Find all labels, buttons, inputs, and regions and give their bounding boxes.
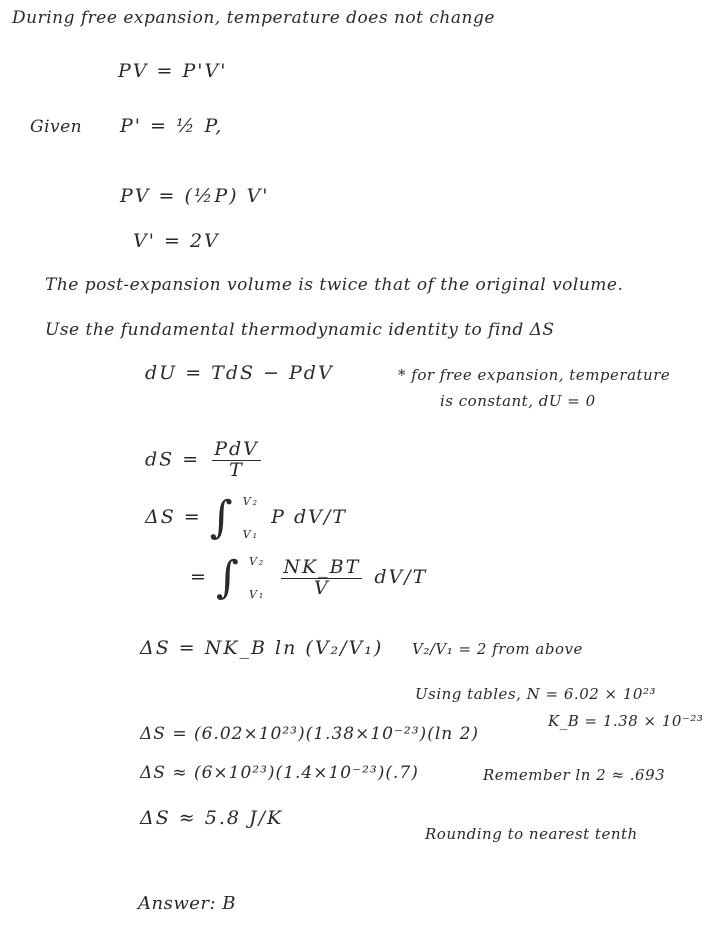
intro-line: During free expansion, temperature does not change [12,8,495,28]
integral-upper: V₂ [242,495,260,508]
integral2-fraction [281,555,362,599]
entropy-integral [145,492,347,543]
free-expansion-note-1: * for free expansion, temperature [398,366,671,384]
given-label: Given [30,117,83,137]
tables-boltzmann: K_B = 1.38 × 10⁻²³ [548,712,704,730]
calculation-line-1: ΔS = (6.02×10²³)(1.38×10⁻²³)(ln 2) [140,724,480,744]
substituted-equation: PV = (½P) V' [120,185,270,207]
volume-statement: The post-expansion volume is twice that of the original volume. [45,275,624,295]
integral2-upper: V₂ [248,555,266,568]
ds-denominator: T [229,458,244,481]
ds-fraction [212,440,261,481]
integral2-numerator: NK_BT [283,555,361,578]
ideal-gas-integral [190,552,428,603]
identity-statement: Use the fundamental thermodynamic identity to find ΔS [45,320,555,340]
equation-pv: PV = P'V' [118,60,228,82]
integral2-left: = [190,566,208,588]
integral2-denominator: V [313,576,330,599]
rounding-note: Rounding to nearest tenth [425,825,638,843]
integral-limits [243,495,259,541]
given-equation: P' = ½ P, [120,115,224,137]
ds-left: dS = [145,448,201,471]
final-result: ΔS ≈ 5.8 J/K [140,807,284,829]
tables-avogadro: Using tables, N = 6.02 × 10²³ [415,685,656,703]
integral-lower: V₁ [242,528,260,541]
integral2-sign: ∫ [215,552,241,603]
integral-body: P dV/T [271,506,347,528]
calculation-line-2: ΔS ≈ (6×10²³)(1.4×10⁻²³)(.7) [140,763,419,783]
log-equation: ΔS = NK_B ln (V₂/V₁) [140,637,384,659]
integral-left: ΔS = [145,506,202,528]
thermo-identity: dU = TdS − PdV [145,362,334,384]
volume-ratio: V₂/V₁ = 2 from above [412,640,583,658]
free-expansion-note-2: is constant, dU = 0 [440,392,596,410]
integral2-lower: V₁ [248,588,266,601]
ds-equation [145,440,265,481]
ds-numerator: PdV [214,438,259,460]
answer-line: Answer: B [138,893,237,914]
integral-sign: ∫ [209,492,235,543]
volume-result: V' = 2V [133,230,220,252]
integral2-limits [249,555,265,601]
ln2-reminder: Remember ln 2 ≈ .693 [483,766,666,784]
integral2-dv: dV/T [374,566,428,588]
